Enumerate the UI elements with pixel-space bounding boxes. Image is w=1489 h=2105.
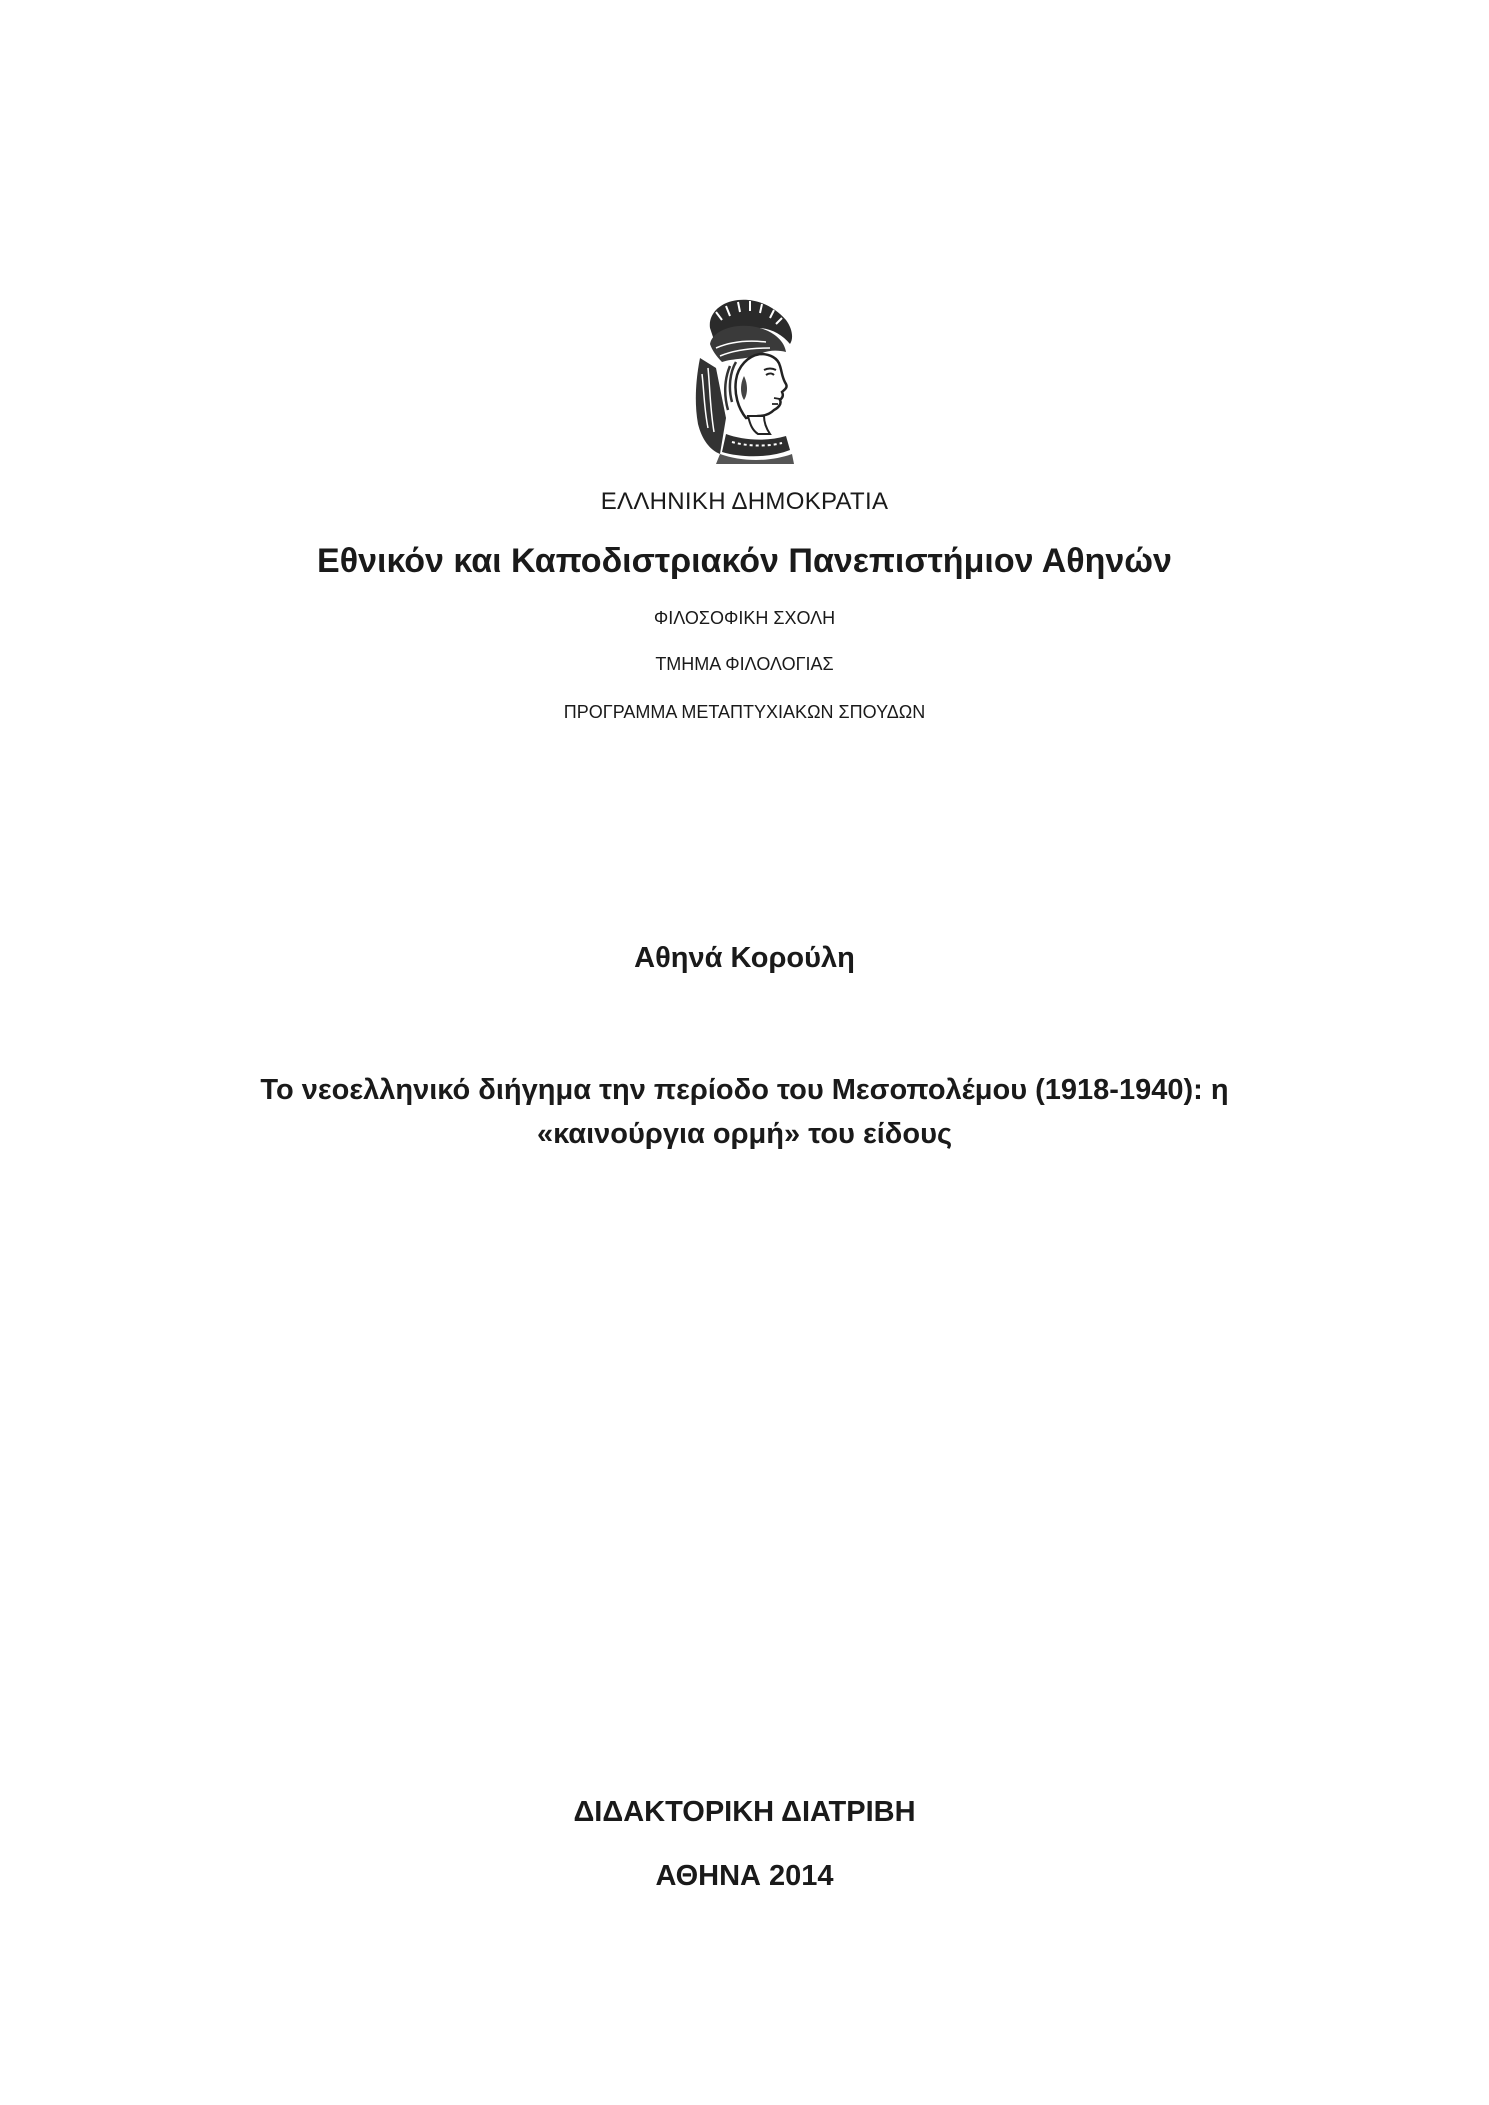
department-name: ΤΜΗΜΑ ΦΙΛΟΛΟΓΙΑΣ xyxy=(655,654,834,674)
country-name: ΕΛΛΗΝΙΚΗ ΔΗΜΟΚΡΑΤΙΑ xyxy=(600,488,889,515)
place-year: ΑΘΗΝΑ 2014 xyxy=(655,1860,834,1892)
program-name: ΠΡΟΓΡΑΜΜΑ ΜΕΤΑΠΤΥΧΙΑΚΩΝ ΣΠΟΥΔΩΝ xyxy=(563,702,926,722)
athena-head-icon xyxy=(686,298,804,464)
document-type: ΔΙΔΑΚΤΟΡΙΚΗ ΔΙΑΤΡΙΒΗ xyxy=(573,1796,916,1828)
university-name: Εθνικόν και Καποδιστριακόν Πανεπιστήμιον Αθηνών xyxy=(317,542,1172,580)
faculty-name: ΦΙΛΟΣΟΦΙΚΗ ΣΧΟΛΗ xyxy=(653,608,836,628)
thesis-title-line-2: «καινούργια ορμή» του είδους xyxy=(536,1118,953,1150)
thesis-title-line-1: Το νεοελληνικό διήγημα την περίοδο του Μεσοπολέμου (1918-1940): η xyxy=(260,1074,1229,1106)
author-name: Αθηνά Κορούλη xyxy=(634,942,855,974)
thesis-title xyxy=(0,1068,1489,1156)
